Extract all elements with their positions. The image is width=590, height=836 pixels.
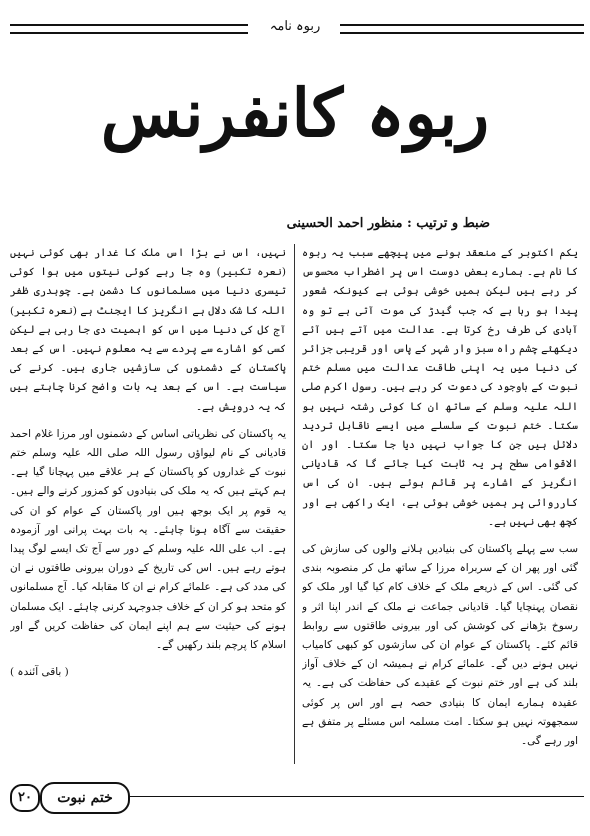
title-block	[60, 48, 530, 208]
footer-rule	[130, 796, 584, 797]
paragraph: یکم اکتوبر کے منعقد ہونے میں پیچھے سبب یہ ربوہ کا نام ہے۔ ہمارے بعض دوست اس پر اضطراب محسوس کر رہے ہیں لیکن ہمیں خوشی ہوئی ہے کیونکہ شعور پیدا ہو رہا ہے کہ جب گیدڑ کی موت آتی ہے تو وہ آبادی کی طرف رخ کرتا ہے۔ عدالت میں آتے ہیں آئے دیکھئے چشم راہ سبز وار شہر کے پاس اور قریبی جزائر کی دنیا میں یہ اپنی طاقت عدالت میں مسلم ختم نبوت کے باوجود کی دعوت کر رہے ہیں۔ رسول اکرم صلی اللہ علیہ وسلم کے ساتھ ان کا کوئی رشتہ نہیں ہو سکتا۔ ختم نبوت کے سلسلے میں ایسے ناقابل تردید دلائل ہیں جن کا جواب نہیں دیا جا سکتا۔ اور ان الاقوامی سطح پر یہ ثابت کیا جائے گا کہ قادیانی انگریز کے اشارے پر قائم ہوئے ہیں۔ ان کی اس کارروائی پر ہمیں خوشی ہوئی ہے، ایک راکھی ہے اور کچھ بھی نہیں ہے۔	[302, 247, 578, 528]
column-divider	[294, 244, 295, 764]
paragraph: یہ پاکستان کی نظریاتی اساس کے دشمنوں اور مرزا غلام احمد قادیانی کے نام لیواؤں رسول اللہ صلی اللہ علیہ وسلم ختم نبوت کے غداروں کو پاکستان کے ہر علاقے میں پہچانا گیا ہے۔ ہم کہتے ہیں کہ یہ ملک کی بنیادوں کو کمزور کرنے والے ہیں۔ یہ قوم پر ایک بوجھ ہیں اور پاکستان کے عوام کو ان کی حقیقت سے آگاہ ہونا چاہئے۔ یہ بات بہت پرانی اور آزمودہ ہے۔ اب علی اللہ علیہ وسلم کے دور سے آج تک ایسے لوگ پیدا ہوتے رہے ہیں۔ اس کی تاریخ کے دوران بیرونی طاقتوں نے ان کی مدد کی ہے۔ علمائے کرام نے ان کا مقابلہ کیا۔ آج مسلمانوں کو متحد ہو کر ان کے خلاف جدوجہد کرنی چاہئے۔ ایک مسلمان ہونے کی حیثیت سے ہم اپنے ایمان کی حفاظت کریں گے اور اسلام کا پرچم بلند رکھیں گے۔	[10, 427, 286, 652]
article-title: ربوہ کانفرنس	[100, 74, 490, 152]
publication-name: ختم نبوت	[40, 782, 130, 814]
continued-note: ( باقی آئندہ )	[10, 666, 69, 679]
paragraph: سب سے پہلے پاکستان کی بنیادیں ہلانے والوں کی سازش کی گئی اور پھر ان کے سربراہ مرزا کے ساتھ مل کر منصوبہ بندی کی گئی۔ اس کے ذریعے ملک کے خلاف کام کیا گیا اور ملک کو نقصان پہنچایا گیا۔ قادیانی جماعت نے ملک کے اندر اپنا اثر و رسوخ بڑھانے کی کوشش کی اور بیرونی طاقتوں سے روابط قائم کئے۔ پاکستان کے عوام ان کی سازشوں کو کبھی کامیاب نہیں ہونے دیں گے۔ علمائے کرام نے ہمیشہ ان کے خلاف آواز بلند کی ہے اور ختم نبوت کے عقیدے کی حفاظت کی ہے۔ یہ عقیدہ ہمارے ایمان کا بنیادی حصہ ہے اور اس پر کوئی سمجھوتہ نہیں ہو سکتا۔ امت مسلمہ اس مسئلے پر متفق ہے اور رہے گی۔	[302, 543, 578, 748]
paragraph: نہیں، اس نے بڑا اس ملک کا غدار بھی کوئی نہیں (نعرہ تکبیر) وہ جا رہے کوئی نیتوں میں ہوا کوئی تیسری دنیا میں مسلمانوں کا دشمن ہے۔ چوہدری ظفر اللہ کا شک دلال ہے انگریز کا ایجنٹ ہے (نعرہ تکبیر) آج کل کی دنیا میں اس کو اہمیت دی جا رہی ہے لیکن کسی کو اشارے سے پردے سے یہ معلوم نہیں۔ اس کے بعد پاکستان کے دشمنوں کی سازشیں جاری ہیں۔ کرنے کی سیاست ہے۔ اس کے بعد یہ بات واضح کرنا چاہتے ہیں کہ یہ درویش ہے۔	[10, 247, 286, 413]
running-title: ربوہ نامہ	[269, 19, 321, 34]
header-rule-left	[10, 24, 248, 34]
page-number: ۲۰	[10, 784, 40, 812]
header-rule-right	[340, 24, 584, 34]
article-byline: ضبط و ترتیب : منظور احمد الحسینی	[286, 216, 490, 231]
article-column-right	[302, 244, 578, 764]
page-footer	[10, 780, 584, 820]
running-header	[10, 16, 584, 38]
article-column-left	[10, 244, 286, 764]
